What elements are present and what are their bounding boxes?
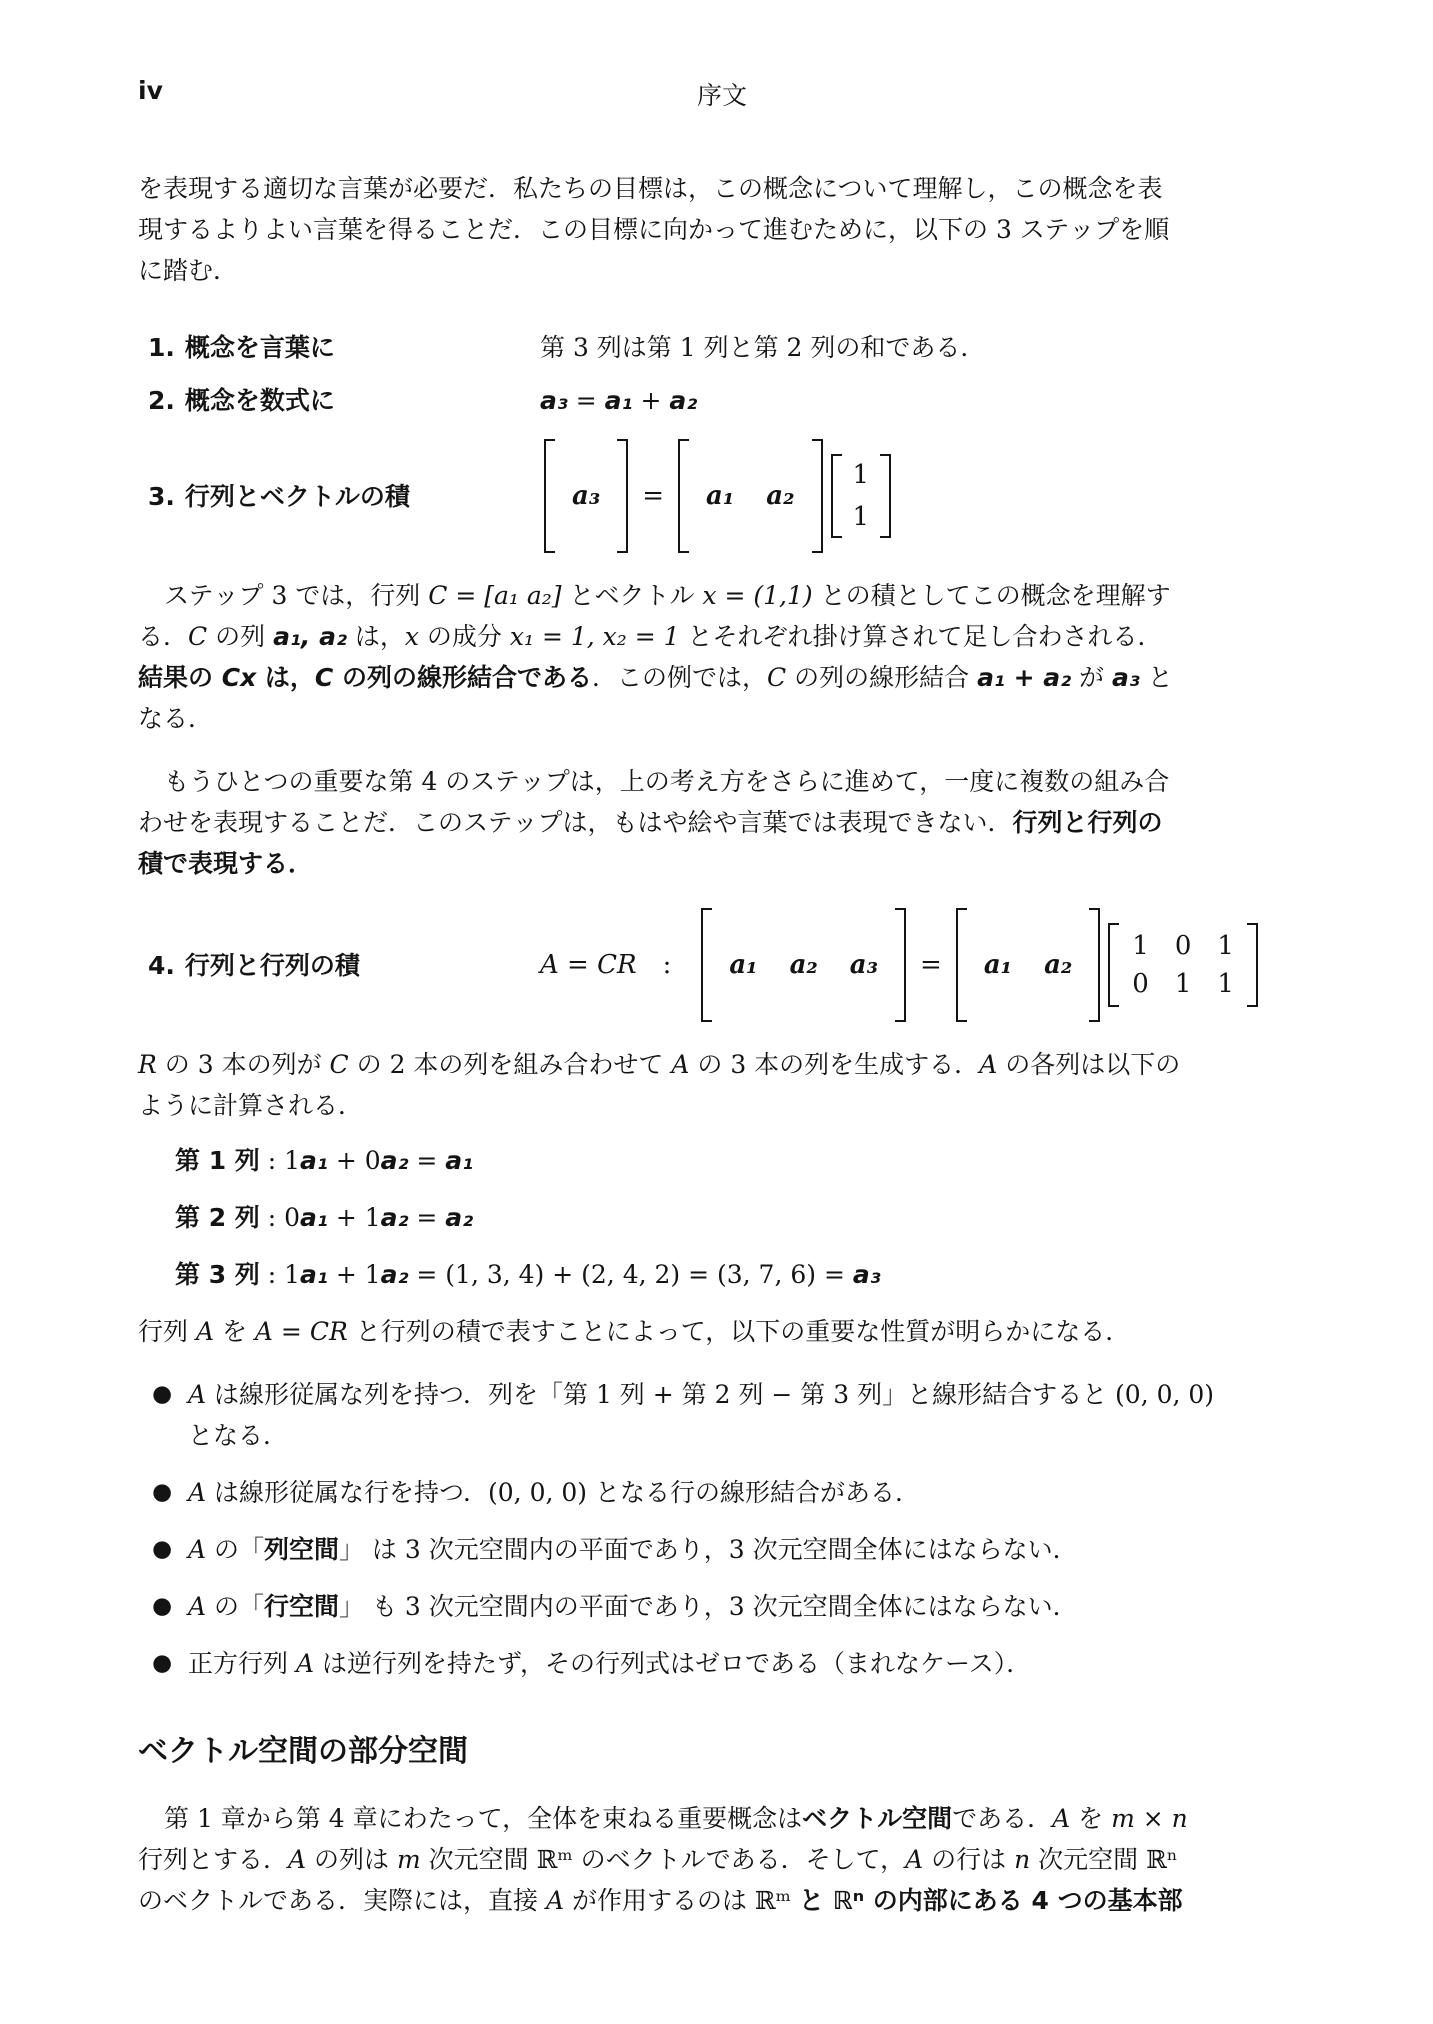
text-segment: m × n bbox=[1111, 1804, 1188, 1833]
text-segment: の「 bbox=[206, 1535, 265, 1564]
matrix-cell: a₁ bbox=[729, 950, 758, 980]
text-line bbox=[175, 1140, 1306, 1181]
text-segment: m bbox=[396, 1845, 421, 1874]
text-segment: 第 3 列 bbox=[175, 1260, 260, 1289]
text-segment: もうひとつの重要な第 4 のステップは，上の考え方をさらに進めて，一度に複数の組み合 bbox=[164, 767, 1170, 796]
text-segment: ベクトル空間 bbox=[802, 1804, 953, 1833]
text-line bbox=[138, 1085, 1306, 1126]
step-4-equation bbox=[540, 908, 1262, 1022]
text-segment: = bbox=[408, 1203, 446, 1232]
text-segment: の行は bbox=[923, 1845, 1015, 1874]
text-segment: A bbox=[288, 1845, 307, 1874]
text-segment: の列の線形結合 bbox=[786, 663, 978, 692]
text-line bbox=[138, 761, 1306, 802]
steps-list bbox=[138, 327, 1306, 553]
bracket-left bbox=[956, 908, 967, 1022]
matrix-cell: 1 bbox=[1174, 969, 1192, 999]
text-segment: A bbox=[188, 1380, 207, 1409]
bracket-left bbox=[1108, 923, 1119, 1007]
text-segment: ステップ 3 では，行列 bbox=[164, 581, 429, 610]
text-segment: ．この例では， bbox=[592, 663, 768, 692]
column-calculations bbox=[175, 1140, 1306, 1295]
text-line bbox=[138, 698, 1306, 739]
matrix-cell: a₁ bbox=[706, 481, 735, 511]
bracket-left bbox=[831, 454, 842, 538]
bracket-right bbox=[1089, 908, 1100, 1022]
matrix-cell: 0 bbox=[1174, 931, 1192, 961]
text-segment: a₃ bbox=[1111, 663, 1140, 692]
step-4 bbox=[148, 908, 1306, 1022]
matrix-cell: a₃ bbox=[572, 481, 601, 511]
text-segment: R bbox=[138, 1050, 157, 1079]
matrix-cell: a₁ bbox=[983, 950, 1013, 980]
text-segment: の各列は以下の bbox=[997, 1050, 1181, 1079]
matrix-cell: 1 bbox=[852, 502, 870, 532]
matrix-cell: a₃ bbox=[849, 950, 879, 980]
text-segment: x₁ = 1, x₂ = 1 bbox=[509, 622, 680, 651]
bullet-icon: ● bbox=[152, 1650, 173, 1676]
page-header bbox=[138, 76, 1306, 110]
text-line bbox=[138, 657, 1306, 698]
step-number: 2. bbox=[148, 386, 175, 415]
bullet-item-row-space bbox=[152, 1586, 1306, 1627]
text-segment: が作用するのは ℝᵐ bbox=[564, 1886, 799, 1915]
bullet-item-no-inverse bbox=[152, 1643, 1306, 1684]
text-line bbox=[175, 1254, 1306, 1295]
text-segment: = bbox=[408, 1146, 446, 1175]
text-line bbox=[540, 380, 697, 421]
bracket-right bbox=[1247, 923, 1258, 1007]
text-segment: である． bbox=[952, 1804, 1053, 1833]
text-segment: a₁ + a₂ bbox=[977, 663, 1072, 692]
colon: : bbox=[662, 950, 672, 980]
bullet-text bbox=[188, 1586, 1078, 1627]
text-segment: a₂ bbox=[380, 1146, 409, 1175]
text-segment: を表現する適切な言葉が必要だ．私たちの目標は，この概念について理解し，この概念を表 bbox=[138, 174, 1163, 203]
text-segment: とベクトル bbox=[561, 581, 703, 610]
text-segment: a₂ bbox=[445, 1203, 474, 1232]
text-segment: は逆行列を持たず，その行列式はゼロである（まれなケース）． bbox=[314, 1649, 1032, 1678]
text-line bbox=[138, 209, 1306, 250]
text-line bbox=[138, 802, 1306, 843]
text-segment: C = [a₁ a₂] bbox=[428, 581, 562, 610]
text-segment: x = (1,1) bbox=[702, 581, 813, 610]
text-segment: は， bbox=[346, 622, 405, 651]
text-segment: 第 1 章から第 4 章にわたって，全体を束ねる重要概念は bbox=[164, 1804, 803, 1833]
step-2-label bbox=[148, 380, 540, 421]
text-segment: 正方行列 bbox=[188, 1649, 296, 1678]
text-segment: 」 も 3 次元空間内の平面であり，3 次元空間全体にはならない． bbox=[339, 1592, 1078, 1621]
text-segment: 行列と行列の bbox=[1012, 808, 1163, 837]
text-segment: C bbox=[329, 1050, 349, 1079]
text-segment: A bbox=[671, 1050, 690, 1079]
intro-paragraph bbox=[138, 168, 1306, 291]
text-segment: 次元空間 ℝᵐ のベクトルである．そして， bbox=[420, 1845, 906, 1874]
step-title: 行列と行列の積 bbox=[184, 950, 360, 980]
text-segment: a₁ bbox=[445, 1146, 474, 1175]
step-title: 概念を数式に bbox=[184, 386, 335, 415]
step-title: 概念を言葉に bbox=[184, 333, 335, 362]
matrix-cell: 0 bbox=[1132, 969, 1149, 999]
text-segment: 列空間 bbox=[264, 1535, 340, 1564]
text-line bbox=[188, 1415, 1214, 1456]
text-segment: 第 2 列 bbox=[175, 1203, 260, 1232]
text-segment: + 1 bbox=[327, 1203, 381, 1232]
text-segment: を bbox=[214, 1317, 255, 1346]
paragraph-step4-intro bbox=[138, 761, 1306, 884]
text-segment: a₁, a₂ bbox=[273, 622, 347, 651]
step-3 bbox=[148, 439, 1306, 553]
bullet-text bbox=[188, 1472, 920, 1513]
text-segment: C bbox=[188, 622, 208, 651]
text-line bbox=[540, 327, 985, 368]
text-segment: る． bbox=[138, 622, 189, 651]
text-segment: a₁ bbox=[300, 1260, 328, 1289]
step-3-label bbox=[148, 476, 540, 517]
text-segment: = (1, 3, 4) + (2, 4, 2) = (3, 7, 6) = bbox=[408, 1260, 853, 1289]
text-segment: を bbox=[1070, 1804, 1112, 1833]
step-title: 行列とベクトルの積 bbox=[184, 481, 410, 511]
text-segment: の成分 bbox=[418, 622, 510, 651]
text-line bbox=[188, 1586, 1078, 1627]
text-segment: A bbox=[188, 1535, 207, 1564]
text-line bbox=[138, 1839, 1306, 1880]
text-line bbox=[138, 1044, 1306, 1085]
text-segment: a₂ bbox=[380, 1260, 409, 1289]
text-line bbox=[188, 1529, 1078, 1570]
step-number: 4. bbox=[148, 950, 175, 980]
text-segment: A bbox=[1052, 1804, 1071, 1833]
bullet-text bbox=[188, 1529, 1078, 1570]
text-segment: の列 bbox=[207, 622, 274, 651]
text-segment: と bbox=[1139, 663, 1173, 692]
bracket-left bbox=[678, 439, 689, 553]
text-segment: 積で表現する． bbox=[138, 849, 314, 878]
text-line bbox=[138, 575, 1306, 616]
matrix-c bbox=[678, 439, 822, 553]
text-line bbox=[138, 1880, 1306, 1921]
text-line bbox=[175, 1197, 1306, 1238]
text-segment: と ℝⁿ の内部にある 4 つの基本部 bbox=[798, 1886, 1183, 1915]
running-title: 序文 bbox=[696, 81, 747, 110]
text-segment: a₁ bbox=[604, 386, 633, 415]
step-4-label bbox=[148, 945, 540, 986]
text-segment: C bbox=[767, 663, 787, 692]
bullet-icon: ● bbox=[152, 1593, 173, 1619]
text-segment: a₂ bbox=[380, 1203, 409, 1232]
text-segment: A bbox=[195, 1317, 215, 1346]
bracket-right bbox=[617, 439, 628, 553]
text-segment: A bbox=[295, 1649, 315, 1678]
text-segment: a₁ bbox=[300, 1203, 328, 1232]
text-segment: の列は bbox=[306, 1845, 397, 1874]
text-segment: 行列 bbox=[138, 1317, 196, 1346]
matrix-cell: a₂ bbox=[766, 481, 795, 511]
text-segment: = bbox=[567, 386, 605, 415]
step-number: 3. bbox=[148, 481, 175, 511]
text-segment: 現するよりよい言葉を得ることだ．この目標に向かって進むために，以下の 3 ステップを順 bbox=[138, 215, 1170, 244]
text-segment: A bbox=[188, 1592, 207, 1621]
bullet-icon: ● bbox=[152, 1381, 173, 1407]
text-segment: とそれぞれ掛け算されて足し合わされる． bbox=[679, 622, 1163, 651]
equation-prefix: A = CR bbox=[540, 950, 637, 980]
text-line bbox=[188, 1643, 1031, 1684]
text-segment: なる． bbox=[138, 704, 214, 733]
step-3-equation bbox=[540, 439, 895, 553]
text-segment: との積としてこの概念を理解す bbox=[812, 581, 1171, 610]
bracket-left bbox=[701, 908, 712, 1022]
bullet-item-dependent-columns bbox=[152, 1374, 1306, 1456]
text-segment: + 1 bbox=[327, 1260, 381, 1289]
text-segment: 行列とする． bbox=[138, 1845, 289, 1874]
closing-paragraph bbox=[138, 1798, 1306, 1921]
text-line bbox=[138, 250, 1306, 291]
text-segment: わせを表現することだ．このステップは，もはや絵や言葉では表現できない． bbox=[138, 808, 1013, 837]
text-segment: の 2 本の列を組み合わせて bbox=[348, 1050, 672, 1079]
matrix-cell: 1 bbox=[852, 460, 870, 490]
bracket-right bbox=[812, 439, 823, 553]
text-segment: a₁ bbox=[300, 1146, 328, 1175]
text-segment: に踏む． bbox=[138, 256, 239, 285]
properties-bullet-list bbox=[138, 1374, 1306, 1684]
page-number: iv bbox=[138, 76, 163, 105]
bullet-item-column-space bbox=[152, 1529, 1306, 1570]
matrix-cell: 1 bbox=[1217, 931, 1234, 961]
equals-sign: = bbox=[920, 950, 942, 980]
text-segment: 行空間 bbox=[264, 1592, 340, 1621]
paragraph-step3-explanation bbox=[138, 575, 1306, 739]
text-segment: x bbox=[404, 622, 419, 651]
text-segment: のベクトルである．実際には，直接 bbox=[138, 1886, 546, 1915]
text-line bbox=[138, 1798, 1306, 1839]
text-line bbox=[138, 1311, 1306, 1352]
text-segment: の 3 本の列を生成する． bbox=[689, 1050, 980, 1079]
text-segment: 第 3 列は第 1 列と第 2 列の和である． bbox=[540, 333, 986, 362]
text-segment: + 0 bbox=[327, 1146, 381, 1175]
bullet-item-dependent-rows bbox=[152, 1472, 1306, 1513]
text-segment: の 3 本の列が bbox=[156, 1050, 330, 1079]
text-segment: A = CR bbox=[254, 1317, 348, 1346]
matrix-a bbox=[701, 908, 906, 1022]
page-content bbox=[138, 0, 1306, 1921]
text-segment: A bbox=[979, 1050, 998, 1079]
text-segment: a₃ bbox=[852, 1260, 881, 1289]
text-segment: A bbox=[905, 1845, 924, 1874]
text-segment: 結果の bbox=[138, 663, 222, 692]
bullet-icon: ● bbox=[152, 1536, 173, 1562]
matrix-cell: 1 bbox=[1132, 931, 1149, 961]
text-segment: a₃ bbox=[540, 386, 568, 415]
matrix-c bbox=[956, 908, 1100, 1022]
text-segment: の「 bbox=[206, 1592, 265, 1621]
matrix-cell: a₂ bbox=[1044, 950, 1073, 980]
text-segment: : 0 bbox=[259, 1203, 301, 1232]
text-line bbox=[188, 1472, 920, 1513]
text-segment: n bbox=[1014, 1845, 1031, 1874]
text-segment: A bbox=[545, 1886, 565, 1915]
text-segment: が bbox=[1071, 663, 1112, 692]
bullet-text bbox=[188, 1643, 1031, 1684]
step-2 bbox=[148, 380, 1306, 421]
matrix-cell: a₂ bbox=[789, 950, 818, 980]
text-segment: Cx bbox=[221, 663, 257, 692]
text-segment: は， bbox=[256, 663, 315, 692]
text-segment: の列の線形結合である bbox=[333, 663, 592, 692]
text-line bbox=[188, 1374, 1214, 1415]
bracket-right bbox=[880, 454, 891, 538]
text-segment: C bbox=[314, 663, 334, 692]
bracket-left bbox=[544, 439, 555, 553]
section-heading: ベクトル空間の部分空間 bbox=[138, 1734, 468, 1769]
text-segment: は線形従属な行を持つ．(0, 0, 0) となる行の線形結合がある． bbox=[206, 1478, 920, 1507]
vector-x bbox=[831, 454, 892, 538]
text-segment: ように計算される． bbox=[138, 1091, 364, 1120]
bullet-icon: ● bbox=[152, 1479, 173, 1505]
bracket-right bbox=[895, 908, 906, 1022]
text-segment: 第 1 列 bbox=[175, 1146, 260, 1175]
text-segment: + bbox=[632, 386, 670, 415]
text-segment: と行列の積で表すことによって，以下の重要な性質が明らかになる． bbox=[347, 1317, 1131, 1346]
text-segment: 次元空間 ℝⁿ bbox=[1030, 1845, 1178, 1874]
text-segment: 」 は 3 次元空間内の平面であり，3 次元空間全体にはならない． bbox=[339, 1535, 1078, 1564]
paragraph-properties bbox=[138, 1311, 1306, 1352]
step-1 bbox=[148, 327, 1306, 368]
text-segment: は線形従属な列を持つ．列を「第 1 列 + 第 2 列 − 第 3 列」と線形結合すると (0, 0, 0) bbox=[206, 1380, 1215, 1409]
paragraph-after-cr bbox=[138, 1044, 1306, 1126]
equals-sign: = bbox=[642, 481, 665, 511]
step-1-label bbox=[148, 327, 540, 368]
text-line bbox=[138, 843, 1306, 884]
text-segment: a₂ bbox=[669, 386, 698, 415]
step-2-content bbox=[540, 380, 697, 421]
text-segment: : 1 bbox=[259, 1146, 301, 1175]
text-segment: A bbox=[188, 1478, 207, 1507]
step-number: 1. bbox=[148, 333, 175, 362]
text-line bbox=[138, 616, 1306, 657]
text-segment: となる． bbox=[188, 1421, 289, 1450]
text-line bbox=[138, 168, 1306, 209]
bullet-text bbox=[188, 1374, 1214, 1456]
step-1-content bbox=[540, 327, 985, 368]
matrix-a3 bbox=[544, 439, 628, 553]
matrix-cell: 1 bbox=[1217, 969, 1234, 999]
text-segment: : 1 bbox=[259, 1260, 301, 1289]
matrix-r bbox=[1108, 923, 1258, 1007]
